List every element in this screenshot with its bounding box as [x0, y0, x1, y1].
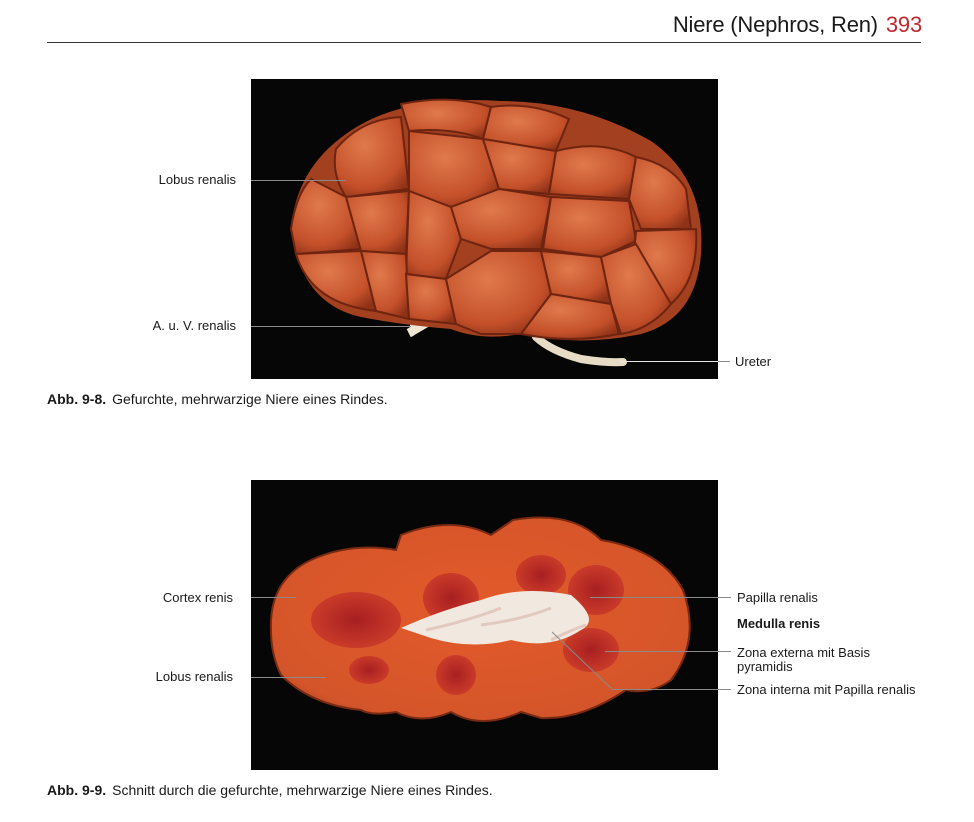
- leader-vessels: [251, 326, 411, 327]
- label-ureter: Ureter: [735, 354, 772, 369]
- caption-number: Abb. 9-9.: [47, 782, 107, 798]
- leader-cortex: [251, 597, 296, 598]
- label-papilla-renalis: Papilla renalis: [737, 590, 818, 605]
- chapter-title: Niere (Nephros, Ren): [672, 12, 878, 37]
- caption-text: Gefurchte, mehrwarzige Niere eines Rindes.: [112, 391, 388, 407]
- label-zona-interna: Zona interna mit Papilla renalis: [737, 682, 916, 697]
- kidney-section-illustration: [251, 480, 718, 770]
- leader-lobus-2: [251, 677, 326, 678]
- caption-number: Abb. 9-8.: [47, 391, 107, 407]
- label-zona-externa-line1: Zona externa mit Basis: [737, 645, 870, 660]
- label-renal-vessels: A. u. V. renalis: [152, 318, 236, 333]
- running-header: [673, 12, 922, 38]
- leader-ureter: [620, 361, 718, 362]
- ureter-shape: [536, 337, 623, 362]
- label-zona-externa-line2: pyramidis: [737, 659, 793, 674]
- label-medulla-renis: Medulla renis: [737, 616, 821, 631]
- page-number: 393: [885, 12, 922, 37]
- figure1-caption: [47, 391, 388, 407]
- leader-lobus-1: [251, 180, 346, 181]
- figure-kidney-exterior: [251, 79, 718, 379]
- figure2-caption: [47, 782, 493, 798]
- kidney-exterior-illustration: [251, 79, 718, 379]
- label-cortex-renis: Cortex renis: [162, 590, 233, 605]
- leader-ureter-outer: [718, 361, 730, 362]
- leader-papilla: [590, 597, 731, 598]
- leader-zona-interna-diagonal: [550, 630, 620, 692]
- header-rule: [47, 42, 921, 43]
- caption-text: Schnitt durch die gefurchte, mehrwarzige Niere eines Rindes.: [112, 782, 493, 798]
- leader-zona-externa: [605, 651, 731, 652]
- label-lobus-renalis-1: Lobus renalis: [158, 172, 236, 187]
- leader-zona-interna: [612, 689, 731, 690]
- label-lobus-renalis-2: Lobus renalis: [155, 669, 233, 684]
- figure-kidney-section: [251, 480, 718, 770]
